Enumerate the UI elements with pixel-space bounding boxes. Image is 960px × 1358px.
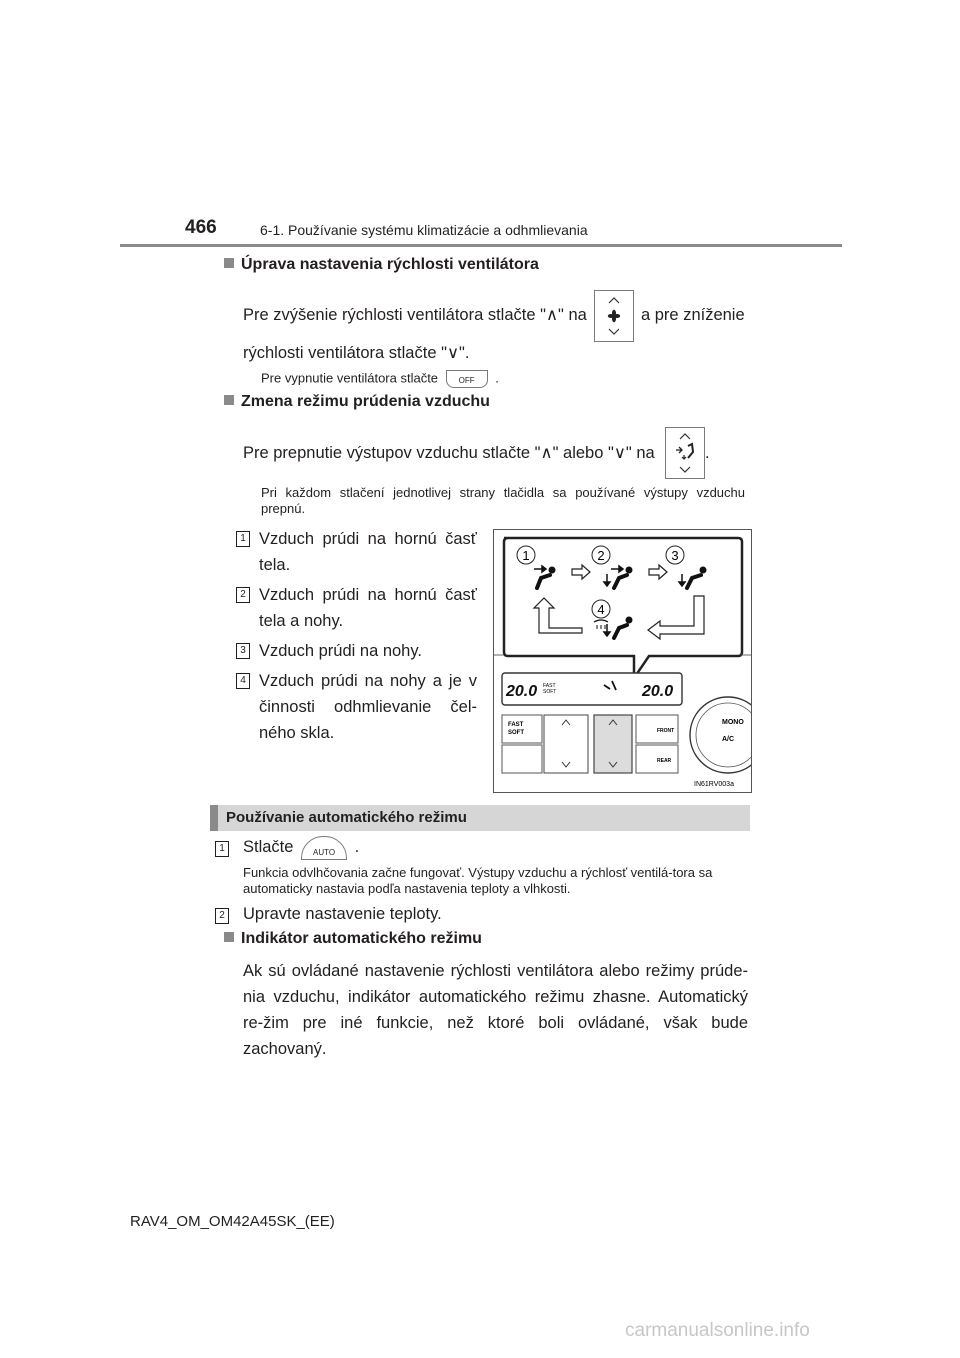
btn-mono-label: MONO [722, 719, 744, 726]
display-left-temp: 20.0 [506, 683, 538, 700]
display-fast: FAST [543, 683, 556, 689]
step-1-note: Funkcia odvlhčovania začne fungovať. Výstupy vzduchu a rýchlosť ventilá-tora sa automaticky nastavia podľa nastavenia teploty a vlhkosti. [243, 865, 713, 896]
mode-button-image [665, 427, 705, 479]
footer-code: RAV4_OM_OM42A45SK_(EE) [130, 1213, 335, 1230]
btn-front-label: FRONT [657, 728, 675, 734]
list-number: 3 [236, 643, 250, 659]
climate-panel-figure [493, 529, 752, 793]
mode-heading-text: Zmena režimu prúdenia vzduchu [241, 393, 490, 410]
fan-note-text: Pre vypnutie ventilátora stlačte [261, 370, 439, 386]
list-number: 2 [236, 587, 250, 603]
fan-note-end: . [495, 370, 499, 386]
auto-section-title: Používanie automatického režimu [226, 809, 467, 826]
mode-heading [224, 393, 490, 411]
mode-text-end: . [705, 444, 710, 462]
auto-button-label: AUTO [313, 847, 336, 857]
list-item [236, 582, 477, 634]
airflow-mode-icon [666, 428, 704, 478]
list-item [236, 526, 477, 578]
callout-2: 2 [597, 548, 605, 563]
callout-4: 4 [597, 602, 605, 617]
section-title: 6-1. Používanie systému klimatizácie a odhmlievania [260, 222, 588, 238]
mode-text-1: Pre prepnutie výstupov vzduchu stlačte "∧" alebo "∨" na [243, 444, 655, 462]
step-2-text: Upravte nastavenie teploty. [243, 905, 442, 923]
mode-note: Pri každom stlačení jednotlivej strany tlačidla sa používané výstupy vzduchu prepnú. [261, 485, 745, 516]
figure-code: IN61RV003a [694, 781, 734, 788]
indicator-text: Ak sú ovládané nastavenie rýchlosti ventilátora alebo režimy prúde-nia vzduchu, indikátor automatického režimu zhasne. Automatický re-žim pre iné funkcie, než ktoré boli ovládané, však bude zachovaný. [243, 962, 748, 1058]
fan-off-button-image [446, 370, 488, 388]
list-number: 1 [236, 531, 250, 547]
step-1-label: Stlačte [243, 838, 294, 856]
step-number: 2 [215, 908, 229, 924]
list-number: 4 [236, 673, 250, 689]
list-text: Vzduch prúdi na hornú časť tela a nohy. [259, 586, 477, 630]
btn-ac-label: A/C [722, 736, 735, 743]
heading-bullet [224, 258, 234, 268]
indicator-heading-text: Indikátor automatického režimu [241, 930, 482, 947]
mode-list [236, 526, 477, 746]
climate-panel-illustration [494, 530, 751, 792]
fan-text-3: rýchlosti ventilátora stlačte "∨". [243, 344, 470, 362]
indicator-heading [224, 930, 482, 948]
list-text: Vzduch prúdi na hornú časť tela. [259, 530, 477, 574]
fan-heading [224, 256, 539, 274]
step-2 [215, 905, 229, 924]
step-1-end: . [354, 838, 360, 856]
callout-1: 1 [522, 548, 530, 563]
step-number: 1 [215, 841, 229, 857]
fan-text-1: Pre zvýšenie rýchlosti ventilátora stlačte "∧" na [243, 306, 587, 324]
display-right-temp: 20.0 [642, 683, 674, 700]
callout-3: 3 [671, 548, 679, 563]
page-number: 466 [185, 217, 217, 238]
fan-text-2: a pre zníženie [641, 306, 745, 324]
fan-heading-text: Úprava nastavenia rýchlosti ventilátora [241, 256, 539, 273]
list-text: Vzduch prúdi na nohy. [259, 642, 422, 660]
heading-bullet [224, 395, 234, 405]
list-text: Vzduch prúdi na nohy a je v činnosti odhmlievanie čel-ného skla. [259, 672, 477, 742]
btn-soft-label: SOFT [508, 730, 524, 736]
list-item [236, 668, 477, 746]
fan-note [261, 370, 499, 388]
display-soft: SOFT [543, 689, 557, 695]
fan-speed-icon [595, 291, 633, 341]
auto-section-bar [210, 805, 750, 831]
header-rule [120, 244, 842, 247]
btn-fast-label: FAST [508, 722, 524, 728]
watermark: carmanualsonline.info [625, 1320, 810, 1341]
fan-off-label: OFF [458, 376, 475, 385]
step-1-text [243, 834, 359, 860]
heading-bullet [224, 932, 234, 942]
auto-button-image [301, 836, 347, 860]
fan-speed-button-image [594, 290, 634, 342]
list-item [236, 638, 477, 664]
step-1 [215, 838, 229, 857]
btn-rear-label: REAR [657, 758, 672, 764]
